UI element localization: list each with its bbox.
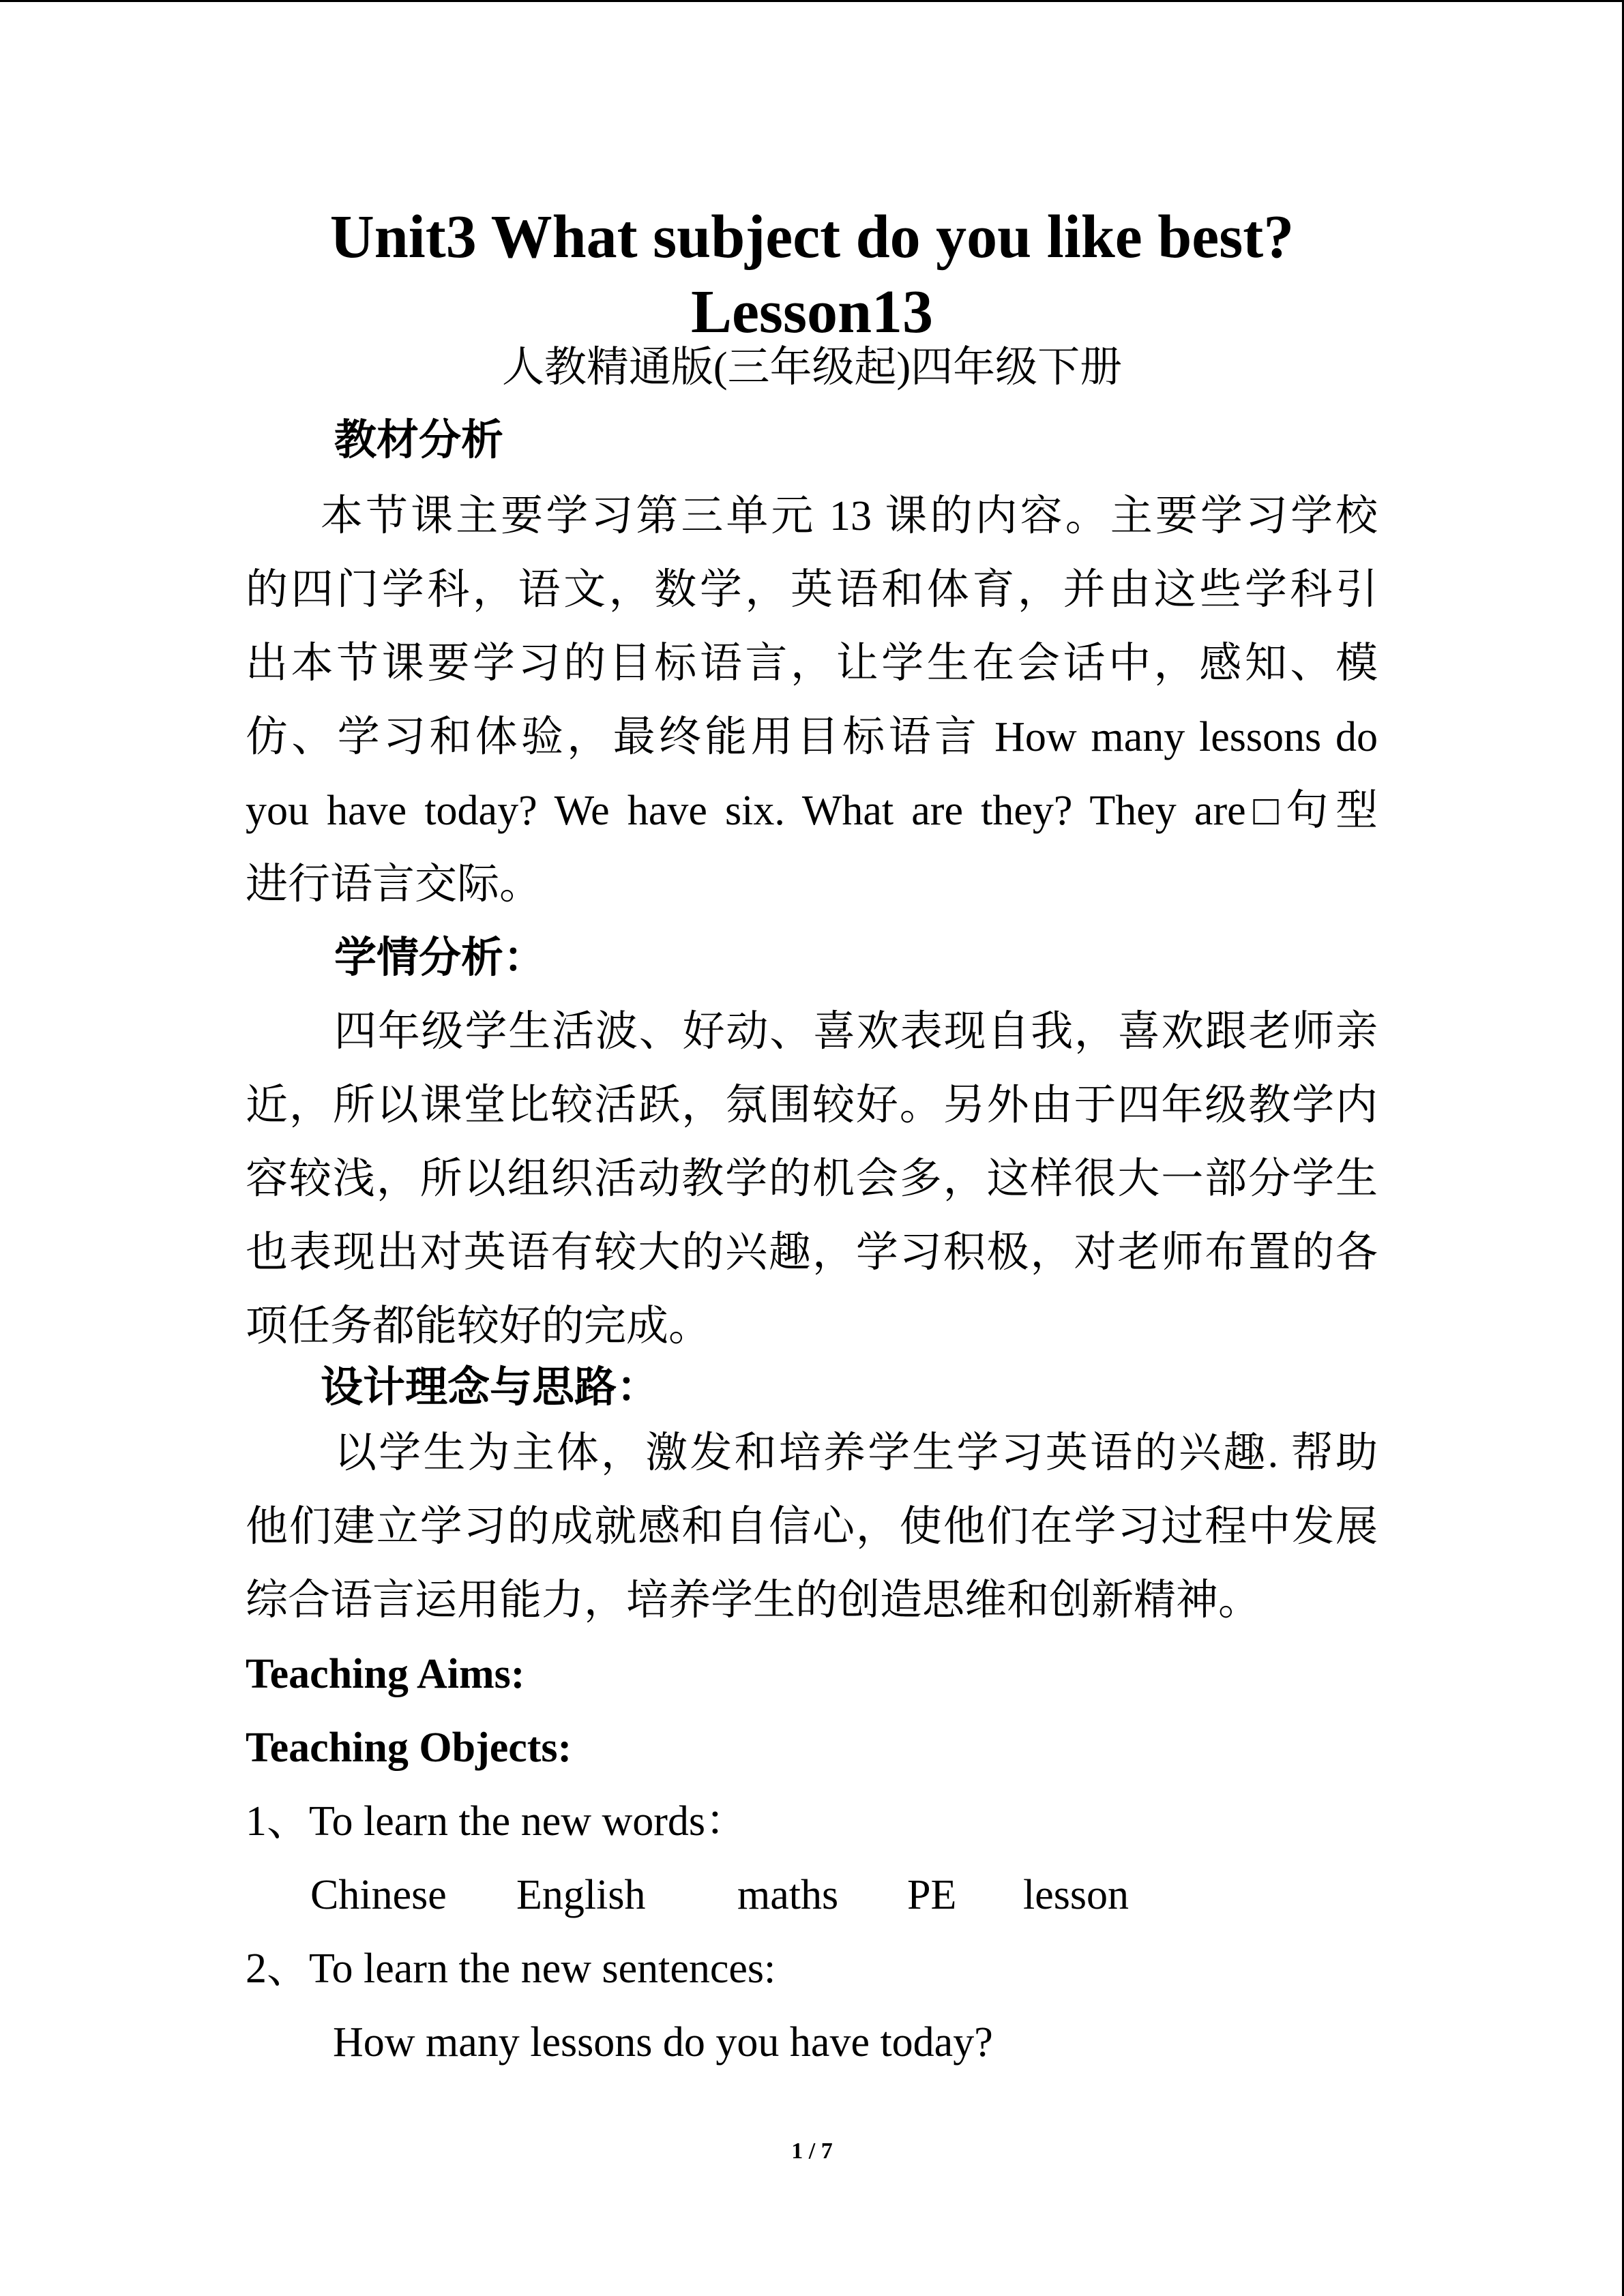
teaching-aims-heading: Teaching Aims: [246,1651,525,1697]
material-line-2: 的四门学科，语文，数学，英语和体育，并由这些学科引 [246,567,1378,613]
students-line-3: 容较浅，所以组织活动教学的机会多，这样很大一部分学生 [246,1156,1378,1202]
word-chinese: Chinese [310,1872,447,1918]
objective-item-2: 2、To learn the new sentences: [246,1945,776,1992]
heading-student-analysis: 学情分析： [334,935,546,981]
word-maths: maths [737,1872,839,1918]
title-line-1: Unit3 What subject do you like best? [329,203,1295,271]
subtitle: 人教精通版(三年级起)四年级下册 [501,344,1123,391]
material-line-1: 本节课主要学习第三单元 13 课的内容。主要学习学校 [321,493,1378,539]
material-line-6: 进行语言交际。 [246,861,542,908]
design-line-2: 他们建立学习的成就感和自信心，使他们在学习过程中发展 [246,1504,1378,1550]
design-line-1: 以学生为主体，激发和培养学生学习英语的兴趣. 帮助 [334,1430,1378,1476]
students-line-1: 四年级学生活波、好动、喜欢表现自我，喜欢跟老师亲 [334,1009,1378,1055]
word-lesson: lesson [1023,1872,1129,1918]
title-line-2: Lesson13 [690,278,934,346]
heading-material-analysis: 教材分析 [334,417,504,464]
word-pe: PE [907,1872,957,1918]
students-line-4: 也表现出对英语有较大的兴趣，学习积极，对老师布置的各 [246,1229,1378,1276]
material-line-5: you have today? We have six. What are they? They are□句型 [246,788,1378,834]
material-line-3: 出本节课要学习的目标语言，让学生在会话中，感知、模 [246,640,1378,687]
students-line-5: 项任务都能较好的完成。 [246,1303,711,1350]
design-line-3: 综合语言运用能力，培养学生的创造思维和创新精神。 [246,1577,1261,1624]
teaching-objects-heading: Teaching Objects: [246,1725,572,1771]
heading-design-concept: 设计理念与思路： [321,1365,660,1411]
students-line-2: 近，所以课堂比较活跃，氛围较好。另外由于四年级教学内 [246,1082,1378,1129]
page-number: 1 / 7 [791,2138,833,2164]
objective-item-1: 1、To learn the new words： [246,1798,748,1845]
word-english: English [516,1872,646,1918]
material-line-4: 仿、学习和体验，最终能用目标语言 How many lessons do [246,714,1378,760]
sentence-1: How many lessons do you have today? [333,2019,993,2066]
